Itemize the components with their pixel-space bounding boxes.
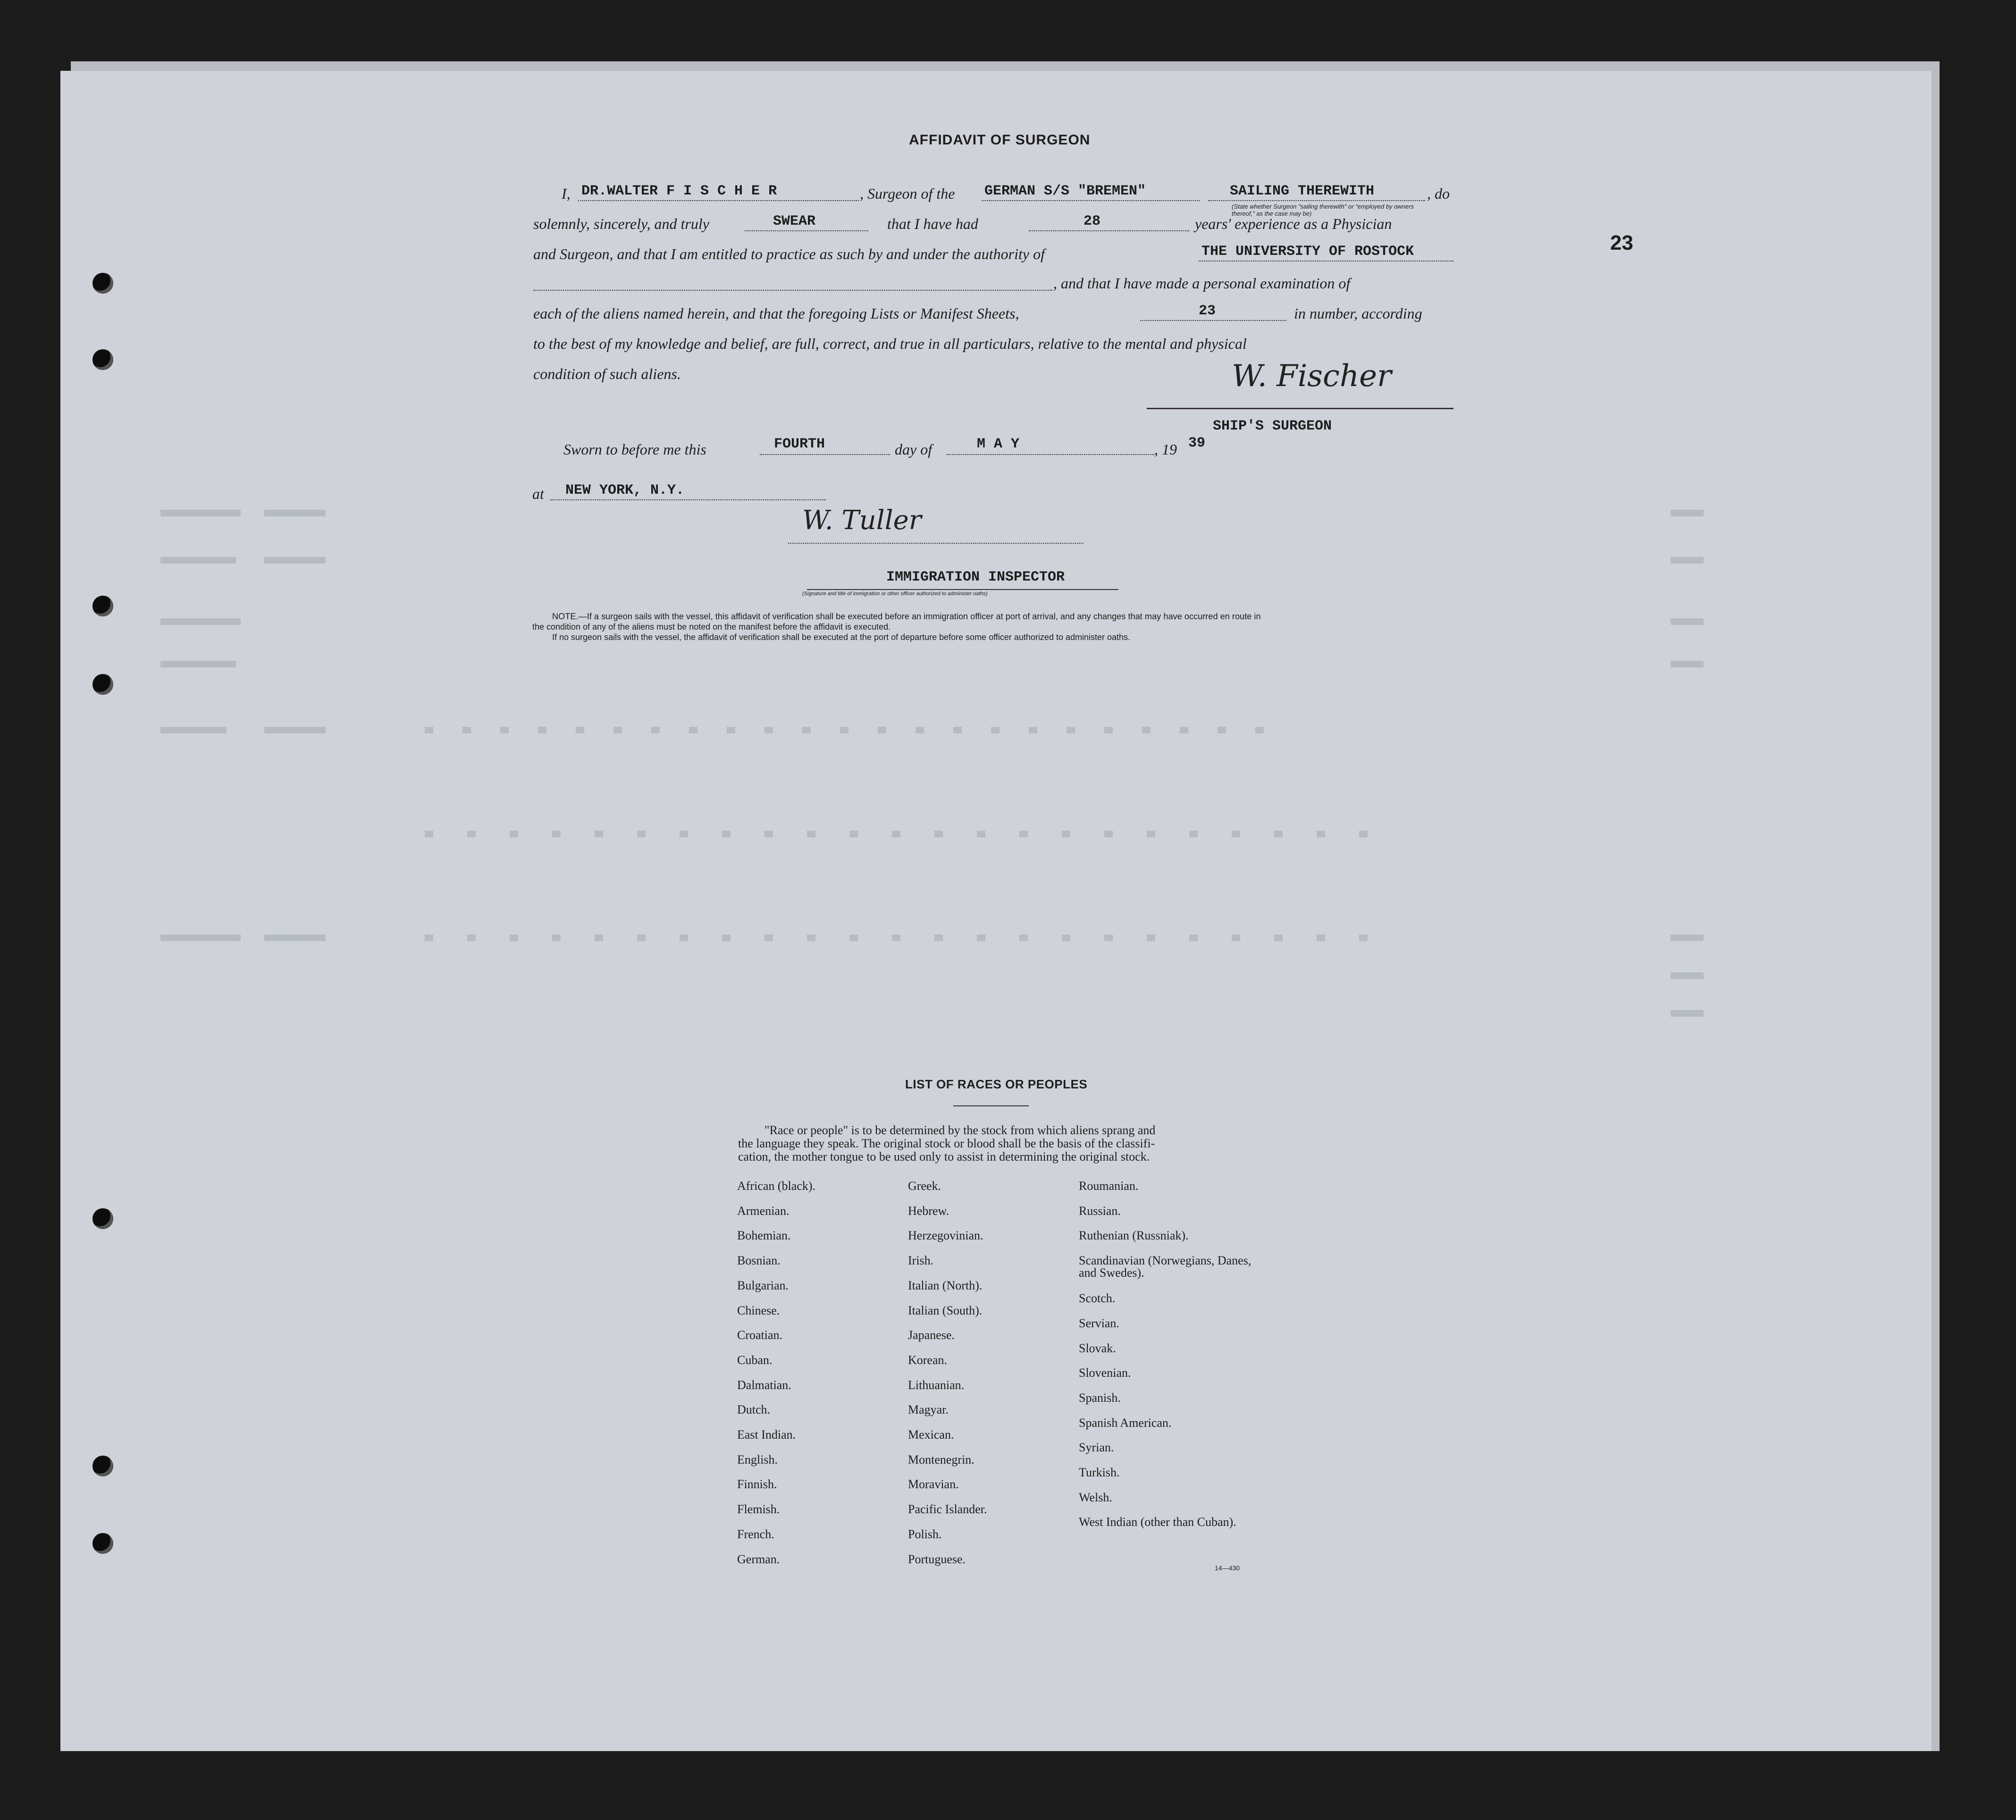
race-item: Russian. (1079, 1204, 1121, 1218)
race-item: Slovak. (1079, 1341, 1116, 1355)
inspector-signature-line (788, 543, 1084, 544)
race-item: Bulgarian. (737, 1278, 789, 1292)
race-item: West Indian (other than Cuban). (1079, 1515, 1236, 1529)
race-item: Spanish. (1079, 1390, 1121, 1405)
race-item: Polish. (908, 1527, 942, 1541)
surgeon-name-line (578, 200, 859, 201)
race-item: East Indian. (737, 1428, 796, 1441)
inspector-title: IMMIGRATION INSPECTOR (886, 569, 1065, 585)
years-line (1029, 230, 1189, 231)
vessel-line (982, 200, 1200, 201)
punch-hole (92, 674, 113, 695)
race-item: Croatian. (737, 1328, 783, 1342)
sailing-status: SAILING THEREWITH (1230, 183, 1375, 199)
do-text: , do (1427, 185, 1450, 202)
race-item: German. (737, 1552, 780, 1566)
place: NEW YORK, N.Y. (565, 482, 685, 498)
i-prefix: I, (562, 185, 571, 202)
races-intro-1: "Race or people" is to be determined by the stock from which aliens sprang and (764, 1123, 1156, 1137)
races-intro-2: the language they speak. The original stock or blood shall be the basis of the classifi- (738, 1137, 1155, 1150)
day-of-text: day of (895, 441, 932, 458)
authority: THE UNIVERSITY OF ROSTOCK (1201, 244, 1414, 260)
race-item: Mexican. (908, 1428, 954, 1441)
sheet-count-line (1140, 320, 1286, 321)
line2-mid: that I have had (887, 215, 978, 232)
inspector-note: (Signature and title of immigration or other officer authorized to administer oaths) (802, 591, 988, 597)
race-item: Spanish American. (1079, 1416, 1172, 1430)
punch-hole (92, 1456, 113, 1476)
surgeon-name: DR.WALTER F I S C H E R (581, 183, 777, 199)
race-item: Finnish. (737, 1477, 777, 1491)
year-prefix: , 19 (1154, 441, 1177, 458)
race-item: Italian (South). (908, 1303, 983, 1317)
year-suffix: 39 (1188, 435, 1206, 451)
note-line-1: NOTE.—If a surgeon sails with the vessel, this affidavit of verification shall be executed before an immigration officer at port of arrival, and any changes that may have occurred en route in (552, 612, 1261, 621)
note-line-2: the condition of any of the aliens must be noted on the manifest before the affidavit is executed. (532, 622, 891, 632)
punch-hole (92, 596, 113, 616)
race-item: Welsh. (1079, 1490, 1112, 1504)
race-item: Dutch. (737, 1403, 771, 1417)
signature-line (1147, 408, 1453, 409)
line2-end: years' experience as a Physician (1195, 215, 1392, 232)
sailing-line (1208, 200, 1425, 201)
race-item: Scandinavian (Norwegians, Danes, and Swedes). (1079, 1254, 1252, 1280)
races-title-rule (953, 1105, 1029, 1106)
race-item: Ruthenian (Russniak). (1079, 1229, 1189, 1243)
race-item: Korean. (908, 1353, 948, 1367)
inspector-signature: W. Tuller (802, 505, 922, 536)
race-item: Bohemian. (737, 1229, 791, 1243)
line3-start: and Surgeon, and that I am entitled to practice as such by and under the authority of (533, 245, 1045, 262)
surgeon-signature: W. Fischer (1232, 359, 1392, 394)
race-item: Roumanian. (1079, 1179, 1139, 1193)
sworn-text: Sworn to before me this (563, 441, 706, 458)
race-item: Chinese. (737, 1303, 780, 1317)
vessel-name: GERMAN S/S "BREMEN" (984, 183, 1146, 199)
race-item: Japanese. (908, 1328, 955, 1342)
race-item: Servian. (1079, 1316, 1119, 1330)
inspector-title-line (807, 589, 1118, 590)
race-item: Armenian. (737, 1204, 790, 1218)
race-item: Greek. (908, 1179, 941, 1193)
at-text: at (532, 485, 544, 502)
race-item: Herzegovinian. (908, 1229, 983, 1243)
race-item: Scotch. (1079, 1291, 1116, 1306)
races-title: LIST OF RACES OR PEOPLES (905, 1077, 1088, 1091)
line4-end: , and that I have made a personal examination of (1053, 275, 1351, 292)
race-item: Montenegrin. (908, 1452, 974, 1466)
race-item: African (black). (737, 1179, 816, 1193)
signer-title: SHIP'S SURGEON (1213, 418, 1332, 434)
race-item: Irish. (908, 1254, 934, 1268)
race-item: Flemish. (737, 1502, 780, 1517)
sheet-count: 23 (1199, 303, 1216, 319)
race-item: Dalmatian. (737, 1378, 791, 1392)
sailing-note: (State whether Surgeon "sailing therewith" or "employed by owners thereof," as the case may be) (1232, 203, 1414, 217)
line5-start: each of the aliens named herein, and that the foregoing Lists or Manifest Sheets, (533, 305, 1019, 322)
affidavit-title: AFFIDAVIT OF SURGEON (909, 132, 1091, 148)
punch-hole (92, 273, 113, 294)
sworn-day: FOURTH (774, 436, 825, 452)
race-item: Lithuanian. (908, 1378, 965, 1392)
punch-hole (92, 1208, 113, 1229)
years-experience: 28 (1084, 213, 1101, 229)
race-item: French. (737, 1527, 774, 1541)
race-item: Bosnian. (737, 1254, 781, 1268)
race-item: Italian (North). (908, 1278, 983, 1292)
race-item: Hebrew. (908, 1204, 949, 1218)
surgeon-of-text: , Surgeon of the (860, 185, 955, 202)
line7: condition of such aliens. (533, 365, 681, 382)
race-item: Moravian. (908, 1477, 959, 1491)
line6: to the best of my knowledge and belief, are full, correct, and true in all particulars, relative to the mental and physical (533, 335, 1247, 352)
line2-start: solemnly, sincerely, and truly (533, 215, 709, 232)
race-item: Magyar. (908, 1403, 949, 1417)
bleed-through (160, 500, 1765, 1161)
line5-end: in number, according (1294, 305, 1422, 322)
races-intro-3: cation, the mother tongue to be used only to assist in determining the original stock. (738, 1150, 1150, 1163)
oath: SWEAR (773, 213, 816, 229)
oath-line (745, 230, 868, 231)
note-line-3: If no surgeon sails with the vessel, the affidavit of verification shall be executed at the port of departure before some officer authorized to administer oaths. (552, 632, 1131, 642)
page-number: 23 (1610, 231, 1633, 254)
race-item: Cuban. (737, 1353, 773, 1367)
race-item: English. (737, 1452, 778, 1466)
race-item: Syrian. (1079, 1441, 1114, 1455)
sworn-month-line (947, 454, 1154, 455)
punch-hole (92, 1533, 113, 1554)
race-item: Portuguese. (908, 1552, 966, 1566)
race-item: Pacific Islander. (908, 1502, 987, 1517)
sworn-month: M A Y (977, 436, 1020, 452)
place-line (550, 499, 826, 500)
punch-hole (92, 349, 113, 370)
form-number: 14—430 (1215, 1564, 1240, 1572)
sworn-day-line (760, 454, 890, 455)
race-item: Slovenian. (1079, 1366, 1131, 1380)
race-item: Turkish. (1079, 1466, 1120, 1479)
authority-line-2 (533, 290, 1052, 291)
